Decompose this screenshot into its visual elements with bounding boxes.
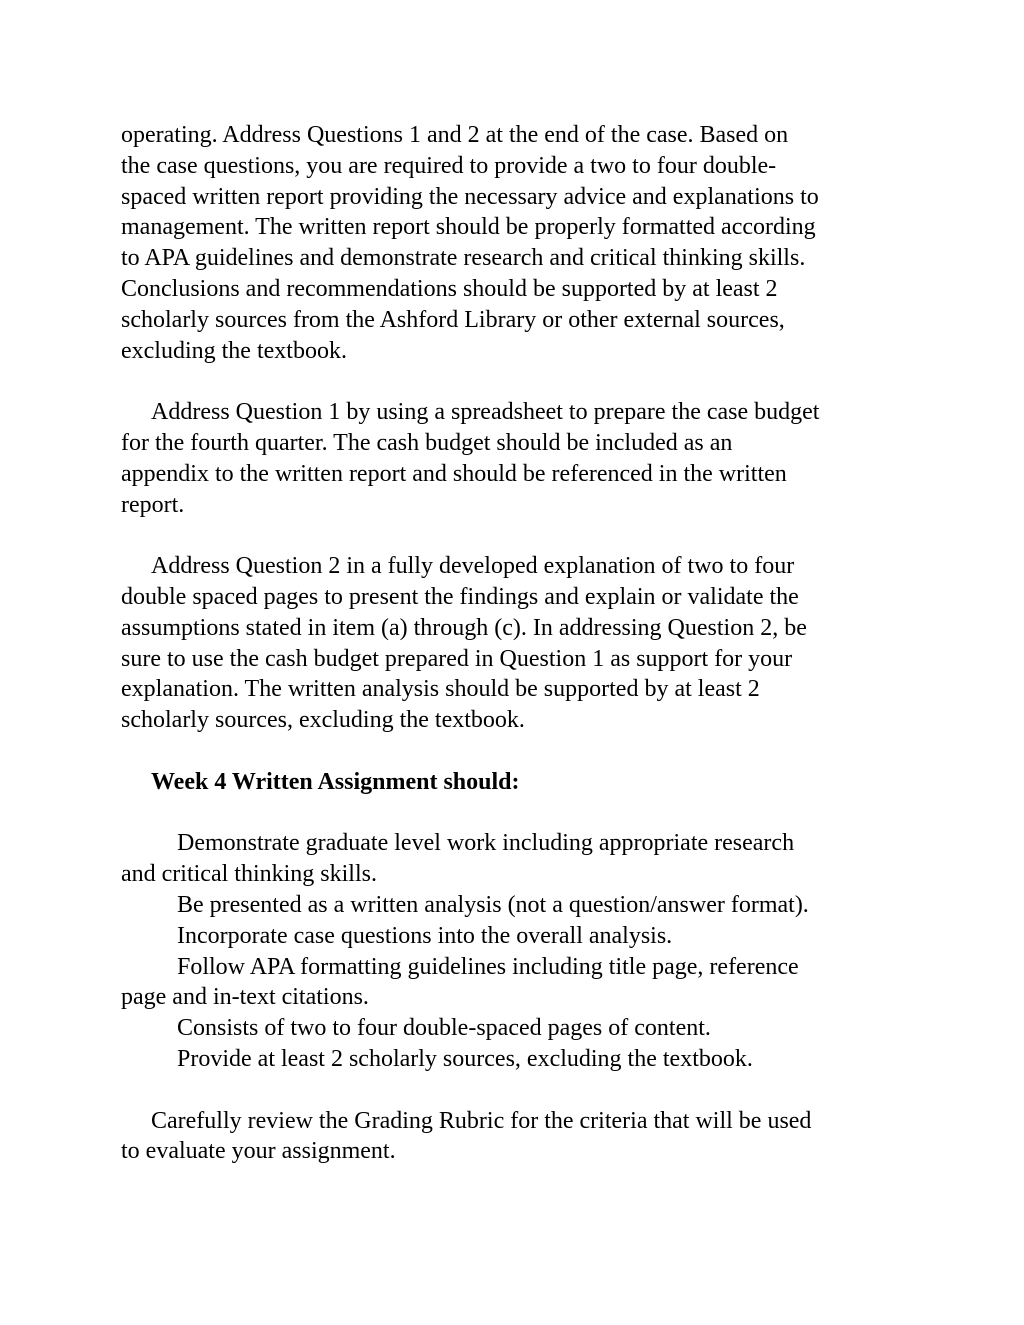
closing-paragraph: Carefully review the Grading Rubric for the criteria that will be used to evaluate your assignment. — [121, 1107, 812, 1165]
requirement-item: Provide at least 2 scholarly sources, excluding the textbook. — [177, 1045, 753, 1072]
assignment-heading: Week 4 Written Assignment should: — [151, 768, 520, 795]
document-page — [121, 120, 921, 1198]
requirement-item: Be presented as a written analysis (not a question/answer format). — [177, 891, 809, 918]
requirement-item: Consists of two to four double-spaced pages of content. — [177, 1015, 711, 1042]
intro-paragraph: operating. Address Questions 1 and 2 at the end of the case. Based on the case questions, you are required to provide a two to four double- spaced written report providing the necessary advice and explanations to management. The written report should be properly formatted according to APA guidelines and demonstrate research and critical thinking skills. Conclusions and recommendations should be supported by at least 2 scholarly sources from the Ashford Library or other external sources, excluding the textbook. — [121, 122, 819, 364]
question1-paragraph: Address Question 1 by using a spreadsheet to prepare the case budget for the fourth quarter. The cash budget should be included as an appendix to the written report and should be referenced in the written report. — [121, 399, 820, 518]
requirement-item: Follow APA formatting guidelines including title page, reference page and in-text citations. — [121, 953, 799, 1011]
assignment-requirements-list — [121, 828, 921, 1074]
requirement-item: Demonstrate graduate level work including appropriate research and critical thinking skills. — [121, 830, 795, 888]
question2-paragraph: Address Question 2 in a fully developed explanation of two to four double spaced pages to present the findings and explain or validate the assumptions stated in item (a) through (c). In addressing Question 2, be sure to use the cash budget prepared in Question 1 as support for your explanation. The written analysis should be supported by at least 2 scholarly sources, excluding the textbook. — [121, 553, 807, 734]
requirement-item: Incorporate case questions into the overall analysis. — [177, 922, 673, 949]
